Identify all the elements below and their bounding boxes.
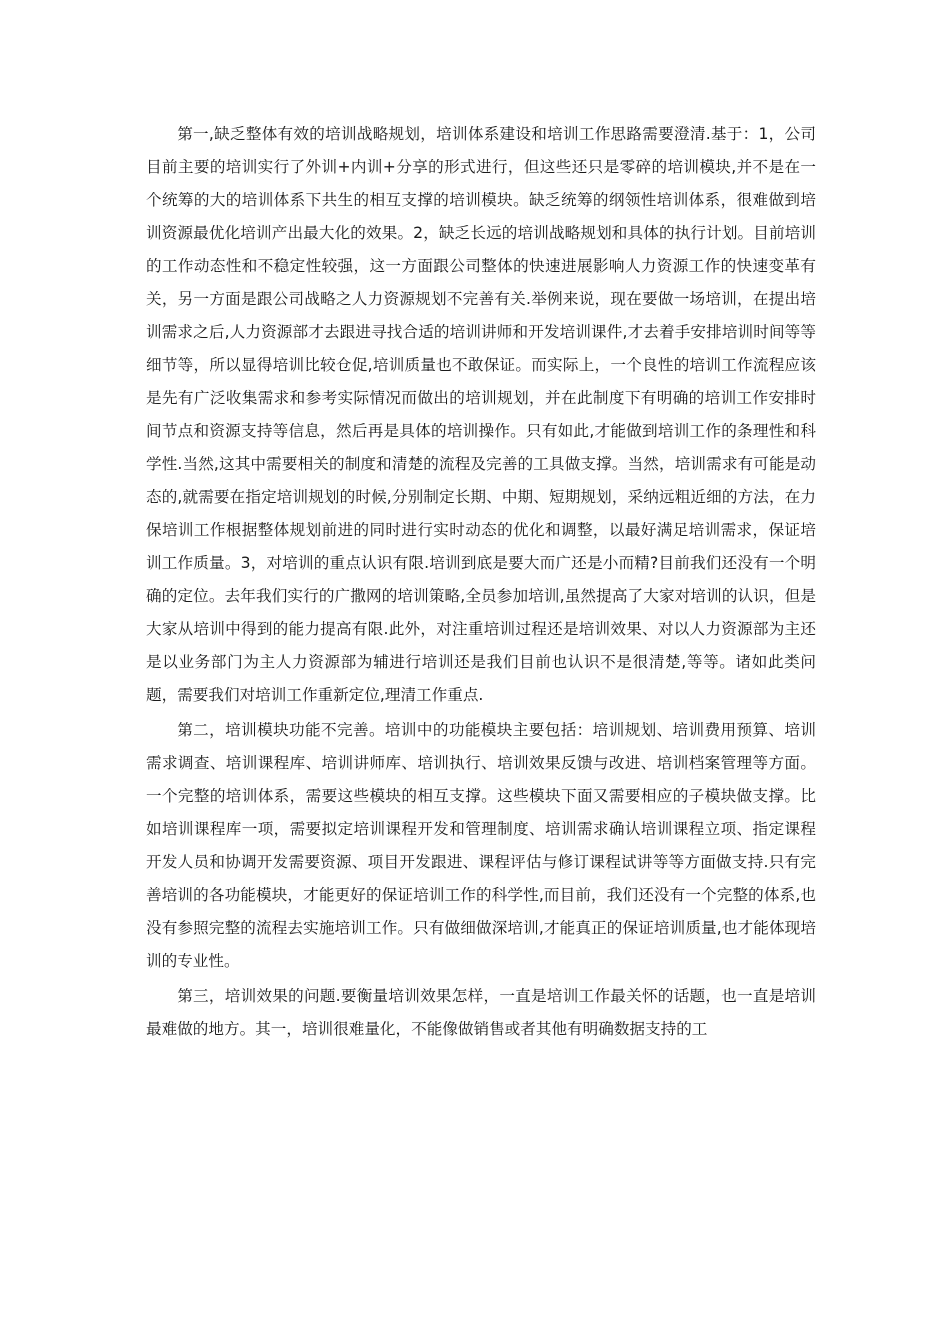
paragraph-1: 第一,缺乏整体有效的培训战略规划，培训体系建设和培训工作思路需要澄清.基于：1，公司目前主要的培训实行了外训+内训+分享的形式进行，但这些还只是零碎的培训模块,并不是在一个统筹的大的培训体系下共生的相互支撑的培训模块。缺乏统筹的纲领性培训体系，很难做到培训资源最优化培训产出最大化的效果。2，缺乏长远的培训战略规划和具体的执行计划。目前培训的工作动态性和不稳定性较强，这一方面跟公司整体的快速进展影响人力资源工作的快速变革有关，另一方面是跟公司战略之人力资源规划不完善有关.举例来说，现在要做一场培训，在提出培训需求之后,人力资源部才去跟进寻找合适的培训讲师和开发培训课件,才去着手安排培训时间等等细节等，所以显得培训比较仓促,培训质量也不敢保证。而实际上，一个良性的培训工作流程应该是先有广泛收集需求和参考实际情况而做出的培训规划，并在此制度下有明确的培训工作安排时间节点和资源支持等信息，然后再是具体的培训操作。只有如此,才能做到培训工作的条理性和科学性.当然,这其中需要相关的制度和清楚的流程及完善的工具做支撑。当然，培训需求有可能是动态的,就需要在指定培训规划的时候,分别制定长期、中期、短期规划，采纳远粗近细的方法，在力保培训工作根据整体规划前进的同时进行实时动态的优化和调整，以最好满足培训需求，保证培训工作质量。3，对培训的重点认识有限.培训到底是要大而广还是小而精?目前我们还没有一个明确的定位。去年我们实行的广撒网的培训策略,全员参加培训,虽然提高了大家对培训的认识，但是大家从培训中得到的能力提高有限.此外，对注重培训过程还是培训效果、对以人力资源部为主还是以业务部门为主人力资源部为辅进行培训还是我们目前也认识不是很清楚,等等。诸如此类问题，需要我们对培训工作重新定位,理清工作重点. bbox=[146, 125, 816, 704]
paragraph-3: 第三，培训效果的问题.要衡量培训效果怎样，一直是培训工作最关怀的话题，也一直是培训最难做的地方。其一，培训很难量化，不能像做销售或者其他有明确数据支持的工 bbox=[146, 987, 816, 1038]
document-body bbox=[146, 118, 816, 1048]
paragraph-2: 第二，培训模块功能不完善。培训中的功能模块主要包括：培训规划、培训费用预算、培训需求调查、培训课程库、培训讲师库、培训执行、培训效果反馈与改进、培训档案管理等方面。一个完整的培训体系，需要这些模块的相互支撑。这些模块下面又需要相应的子模块做支撑。比如培训课程库一项，需要拟定培训课程开发和管理制度、培训需求确认培训课程立项、指定课程开发人员和协调开发需要资源、项目开发跟进、课程评估与修订课程试讲等等方面做支持.只有完善培训的各功能模块，才能更好的保证培训工作的科学性,而目前，我们还没有一个完整的体系,也没有参照完整的流程去实施培训工作。只有做细做深培训,才能真正的保证培训质量,也才能体现培训的专业性。 bbox=[146, 721, 816, 970]
